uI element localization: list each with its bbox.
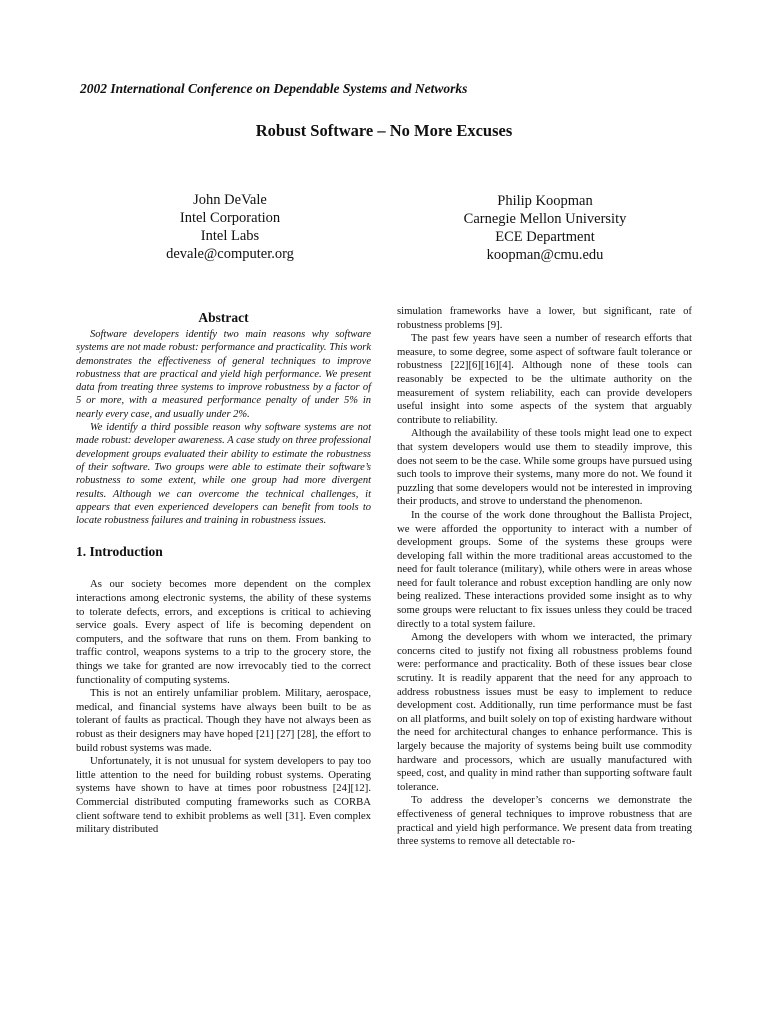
- body-paragraph: Unfortunately, it is not unusual for system developers to pay too little attention to the need for building robust systems. Operating systems have shown to have at times poor robustness [24][12]. Commercial distributed computing frameworks such as CORBA client software tend to exhibit problems as well [31]. Even complex military distributed: [76, 755, 371, 836]
- right-column: [397, 305, 692, 849]
- author-block-koopman: [395, 192, 695, 264]
- body-paragraph: To address the developer’s concerns we demonstrate the effectiveness of general techniques to improve robustness that are practical and yield high performance. We present data from treating three systems to remove all detectable ro-: [397, 794, 692, 848]
- author-affiliation: Intel Labs: [200, 228, 260, 244]
- introduction-body-right: [397, 305, 692, 849]
- author-name: Philip Koopman: [497, 193, 593, 209]
- body-paragraph: Among the developers with whom we interacted, the primary concerns cited to justify not fixing all robustness problems found were: performance and practicality. Both of these issues bear close scrutiny. It is readily apparent that the need for any approach to address robustness issues must be easy to implement to reduce development cost. Additionally, run time performance must be fast on all platforms, and built solely on top of existing hardware without the need for architectural changes to enhance performance. This is largely because the majority of systems being built use commodity hardware and processors, which are usually manufactured with speed, cost, and quality in mind rather than supporting software fault tolerance.: [397, 631, 692, 793]
- body-paragraph: Although the availability of these tools might lead one to expect that system developers would use them to steadily improve, this does not seem to be the case. While some groups have pursued using such tools to improve their systems, many more do not. We found it puzzling that some developers would not be interested in improving their products, and strove to understand the phenomenon.: [397, 427, 692, 508]
- abstract-paragraph: We identify a third possible reason why software systems are not made robust: developer awareness. A case study on three professional development groups evaluated their ability to estimate the robustness of their software. Two groups were able to estimate their software’s robustness to some extent, while one group had more divergent results. Although we can overcome the technical challenges, it appears that even experienced developers can benefit from tools to locate robustness failures and training in robustness issues.: [76, 422, 371, 527]
- abstract-paragraph: Software developers identify two main reasons why software systems are not made robust: performance and practicality. This work demonstrates the effectiveness of general techniques to improve robustness that are practical and yield high performance. We present data from treating three systems to improve robustness by a factor of 5 or more, with a measured performance penalty of under 5% in nearly every case, and usually under 2%.: [76, 329, 371, 420]
- body-paragraph: As our society becomes more dependent on the complex interactions among electronic systems, the ability of these systems to tolerate defects, errors, and exceptions is critical to achieving service goals. Every aspect of life is becoming dependent on computers, and the software that runs on them. From banking to traffic control, weapons systems to a trip to the grocery store, the things we take for granted are now irrevocably tied to the correct functionality of computing systems.: [76, 578, 371, 686]
- author-affiliation: Intel Corporation: [179, 210, 281, 226]
- section-heading-introduction: 1. Introduction: [76, 544, 163, 560]
- abstract-section: [76, 310, 371, 527]
- author-email: devale@computer.org: [166, 246, 294, 262]
- author-name: John DeVale: [193, 192, 267, 208]
- abstract-heading: Abstract: [198, 310, 249, 325]
- author-block-devale: [80, 191, 380, 263]
- author-email: koopman@cmu.edu: [486, 247, 604, 263]
- left-column: [76, 310, 371, 837]
- paper-title: Robust Software – No More Excuses: [255, 121, 513, 140]
- introduction-body-left: [76, 578, 371, 836]
- author-affiliation: ECE Department: [495, 229, 595, 245]
- body-paragraph: simulation frameworks have a lower, but significant, rate of robustness problems [9].: [397, 305, 692, 331]
- body-paragraph: This is not an entirely unfamiliar problem. Military, aerospace, medical, and financial systems have always been built to be as tolerant of faults as practical. Though they have not always been as robust as their designers may have hoped [21] [27] [28], the effort to build robust systems was made.: [76, 687, 371, 754]
- body-paragraph: The past few years have seen a number of research efforts that measure, to some degree, some aspect of software fault tolerance or robustness [22][6][16][4]. Although none of these tools can reasonably be expected to be the ultimate authority on the measurement of system reliability, each can provide developers useful insight into some aspects of the system that arguably contribute to reliability.: [397, 332, 692, 426]
- body-paragraph: In the course of the work done throughout the Ballista Project, we were afforded the opportunity to interact with a number of development groups. Some of the systems these groups were developing fall within the more traditional areas accustomed to the need for fault tolerance (military), while others were in areas whose need for fault tolerance and robust exception handling are only now being realized. These interactions provided some insight as to why some groups were reluctant to fix issues unless they could be traced directly to a total system failure.: [397, 508, 692, 630]
- conference-name: 2002 International Conference on Dependable Systems and Networks: [80, 81, 468, 96]
- author-affiliation: Carnegie Mellon University: [463, 211, 627, 227]
